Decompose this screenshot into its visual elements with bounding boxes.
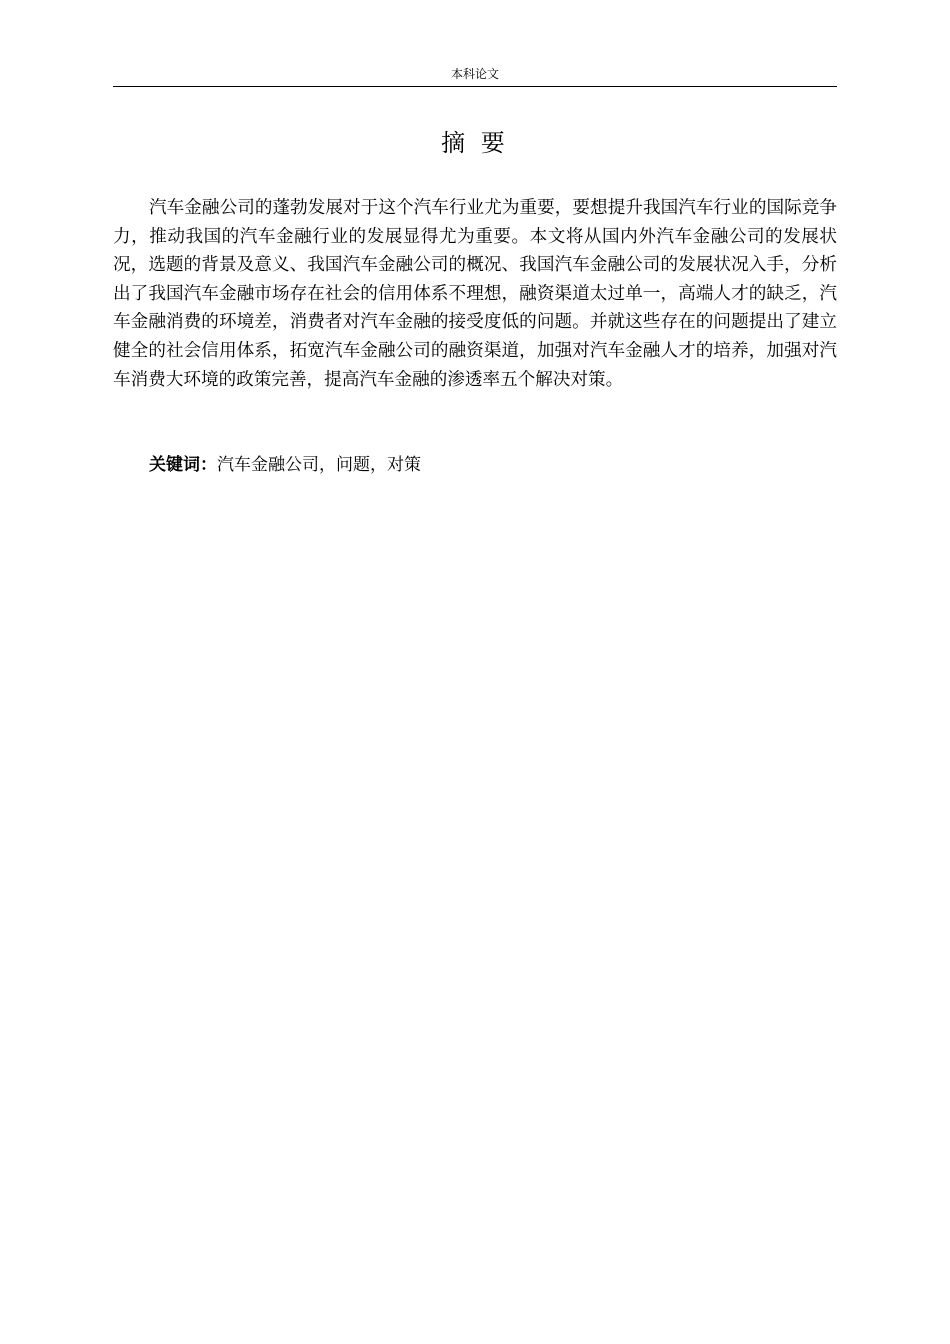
page-title: 摘 要 bbox=[441, 129, 509, 157]
keywords-line bbox=[149, 452, 837, 478]
running-title: 本科论文 bbox=[450, 67, 499, 81]
page-header bbox=[113, 66, 837, 87]
keywords-value: 汽车金融公司，问题，对策 bbox=[217, 455, 421, 475]
keywords-label: 关键词： bbox=[149, 455, 217, 475]
abstract-body: 汽车金融公司的蓬勃发展对于这个汽车行业尤为重要，要想提升我国汽车行业的国际竞争力，推动我国的汽车金融行业的发展显得尤为重要。本文将从国内外汽车金融公司的发展状况，选题的背景及意义、我国汽车金融公司的概况、我国汽车金融公司的发展状况入手，分析出了我国汽车金融市场存在社会的信用体系不理想，融资渠道太过单一，高端人才的缺乏，汽车金融消费的环境差，消费者对汽车金融的接受度低的问题。并就这些存在的问题提出了建立健全的社会信用体系，拓宽汽车金融公司的融资渠道，加强对汽车金融人才的培养，加强对汽车消费大环境的政策完善，提高汽车金融的渗透率五个解决对策。 bbox=[113, 198, 837, 390]
